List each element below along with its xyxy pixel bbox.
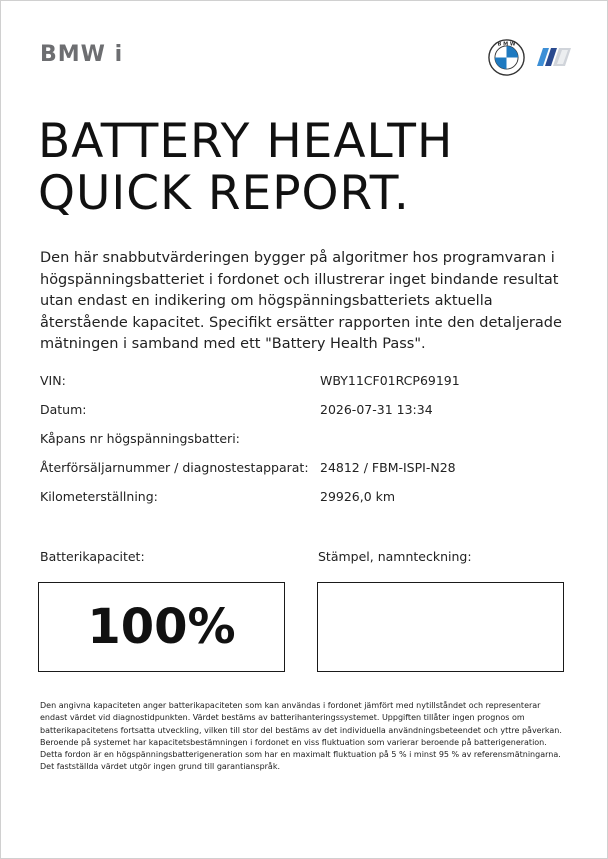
field-label: Datum:: [40, 402, 87, 417]
field-label: Kilometerställning:: [40, 489, 158, 504]
field-value: 24812 / FBM-ISPI-N28: [320, 460, 456, 475]
field-row-mileage: [40, 489, 580, 509]
field-label: VIN:: [40, 373, 66, 388]
field-row-vin: [40, 373, 580, 393]
brand-wordmark: BMW i: [40, 42, 124, 67]
report-title: [38, 116, 453, 220]
field-value: WBY11CF01RCP69191: [320, 373, 460, 388]
report-title-line-2: QUICK REPORT.: [38, 166, 410, 221]
field-value: 29926,0 km: [320, 489, 396, 504]
field-value: 2026-07-31 13:34: [320, 402, 433, 417]
intro-paragraph: Den här snabbutvärderingen bygger på algoritmer hos programvaran i högspänningsbatteriet i fordonet och illustrerar inget bindande resultat utan endast en indikering om högspänningsbatteriets aktuella återstående kapacitet. Specifikt ersätter rapporten inte den detaljerade mätningen i samband med ett "Battery Health Pass".: [40, 250, 562, 352]
footnote-disclaimer: Den angivna kapaciteten anger batterikapaciteten som kan användas i fordonet jämfört med nytillståndet och representerar endast värdet vid diagnostidpunkten. Värdet bestäms av batterihanteringssystemet. Uppgiften tillåter ingen prognos om batterikapacitetens fortsatta utveckling, vilken till stor del bestäms av det individuella användningsbeteendet och yttre påverkan. Beroende på systemet har kapacitetsbestämningen i fordonet en viss fluktuation som varierar beroende på batterigeneration. Detta fordon är en högspänningsbatterigeneration som har en maximalt fluktuation på 5 % i minst 95 % av referensmätningarna. Det fastställda värdet utgör ingen grund till garantianspråk.: [40, 701, 562, 772]
bmw-roundel-logo-icon: [488, 39, 525, 76]
field-label: Återförsäljarnummer / diagnostestapparat:: [40, 460, 309, 475]
capacity-box: [38, 582, 285, 672]
report-title-line-1: BATTERY HEALTH: [38, 114, 454, 169]
capacity-label: Batterikapacitet:: [40, 549, 145, 564]
stamp-signature-box: [317, 582, 564, 672]
field-row-dealer-number: [40, 460, 580, 480]
field-row-battery-cover-number: [40, 431, 580, 451]
capacity-value: 100%: [87, 599, 236, 655]
field-row-date: [40, 402, 580, 422]
bmw-m-stripes-logo-icon: [537, 46, 571, 68]
svg-text:B M W: B M W: [497, 41, 516, 48]
stamp-label: Stämpel, namnteckning:: [318, 549, 472, 564]
field-label: Kåpans nr högspänningsbatteri:: [40, 431, 240, 446]
